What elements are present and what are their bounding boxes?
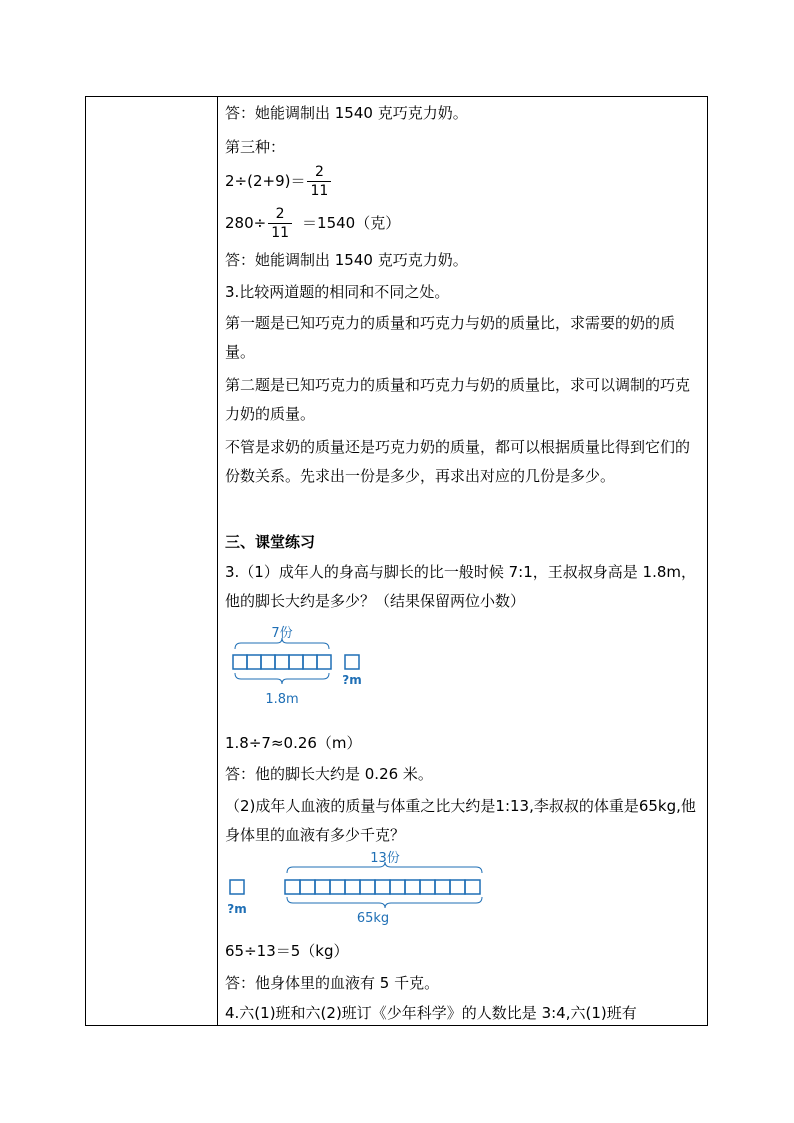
answer-line-1: 答：她能调制出 1540 克巧克力奶。 [225,104,468,122]
segment-box [405,880,420,894]
question-4: 4.六(1)班和六(2)班订《少年科学》的人数比是 3:4,六(1)班有 [225,1004,637,1022]
segment-box [420,880,435,894]
ratio-diagram-blood [225,849,525,935]
segment-box [289,655,303,669]
segment-box [285,880,300,894]
answer-line-2: 答：她能调制出 1540 克巧克力奶。 [225,251,468,269]
equation-1 [225,163,333,200]
segment-box [450,880,465,894]
paragraph-first-problem: 第一题是已知巧克力的质量和巧克力与奶的质量比，求需要的奶的质量。 [225,314,676,361]
calculation-2: 65÷13＝5（kg） [225,942,349,960]
calculation-1: 1.8÷7≈0.26（m） [225,734,362,752]
diagram2-top-brace [287,862,482,873]
diagram2-top-label: 13份 [370,851,400,866]
paragraph-summary: 不管是求奶的质量还是巧克力奶的质量，都可以根据质量比得到它们的份数关系。先求出一份是多少，再求出对应的几份是多少。 [225,438,691,485]
segment-box [390,880,405,894]
segment-box [465,880,480,894]
segment-box [275,655,289,669]
diagram1-segment-bar [233,655,331,669]
compare-prompt: 3.比较两道题的相同和不同之处。 [225,283,450,301]
equation-2 [225,205,400,242]
diagram1-top-label: 7份 [271,626,293,641]
segment-box [303,655,317,669]
fraction-denominator: 11 [310,183,329,199]
diagram2-bottom-label: 65kg [356,911,390,926]
segment-box [435,880,450,894]
diagram1-side-label: ?m [342,673,362,687]
diagram2-bottom-brace [287,897,482,908]
diagram1-unknown-box [345,655,359,669]
method-three-heading: 第三种： [225,138,286,156]
segment-box [317,655,331,669]
segment-box [330,880,345,894]
content-table [85,96,708,1026]
answer-line-4: 答：他身体里的血液有 5 千克。 [225,974,440,992]
answer-line-3: 答：他的脚长大约是 0.26 米。 [225,765,433,783]
column-divider [217,97,218,1025]
fraction-numerator: 2 [268,205,292,224]
fraction-numerator: 2 [307,163,331,182]
segment-box [247,655,261,669]
diagram1-top-brace [235,638,329,649]
paragraph-second-problem: 第二题是已知巧克力的质量和巧克力与奶的质量比，求可以调制的巧克力奶的质量。 [225,376,691,423]
question-3-part-2: （2)成年人血液的质量与体重之比大约是1:13,李叔叔的体重是65kg,他身体里的血液有多少千克？ [225,797,696,844]
equation-1-left: 2÷(2+9)＝ [225,172,306,190]
segment-box [300,880,315,894]
equation-2-left: 280÷ [225,214,267,232]
diagram1-bottom-brace [235,673,329,684]
segment-box [315,880,330,894]
diagram2-segment-bar [285,880,480,894]
equation-2-fraction [268,205,292,242]
ratio-diagram-height [225,625,425,721]
segment-box [375,880,390,894]
equation-1-fraction [307,163,331,200]
segment-box [345,880,360,894]
question-3-part-1: 3.（1）成年人的身高与脚长的比一般时候 7:1，王叔叔身高是 1.8m，他的脚长大约是多少？（结果保留两位小数） [225,563,697,610]
diagram1-bottom-label: 1.8m [265,692,299,707]
section-heading-practice: 三、课堂练习 [225,533,316,551]
fraction-denominator: 11 [271,225,290,241]
segment-box [261,655,275,669]
segment-box [360,880,375,894]
equation-2-right: ＝1540（克） [302,214,401,232]
diagram2-side-label: ?m [227,902,247,916]
diagram2-unknown-box [230,880,244,894]
segment-box [233,655,247,669]
